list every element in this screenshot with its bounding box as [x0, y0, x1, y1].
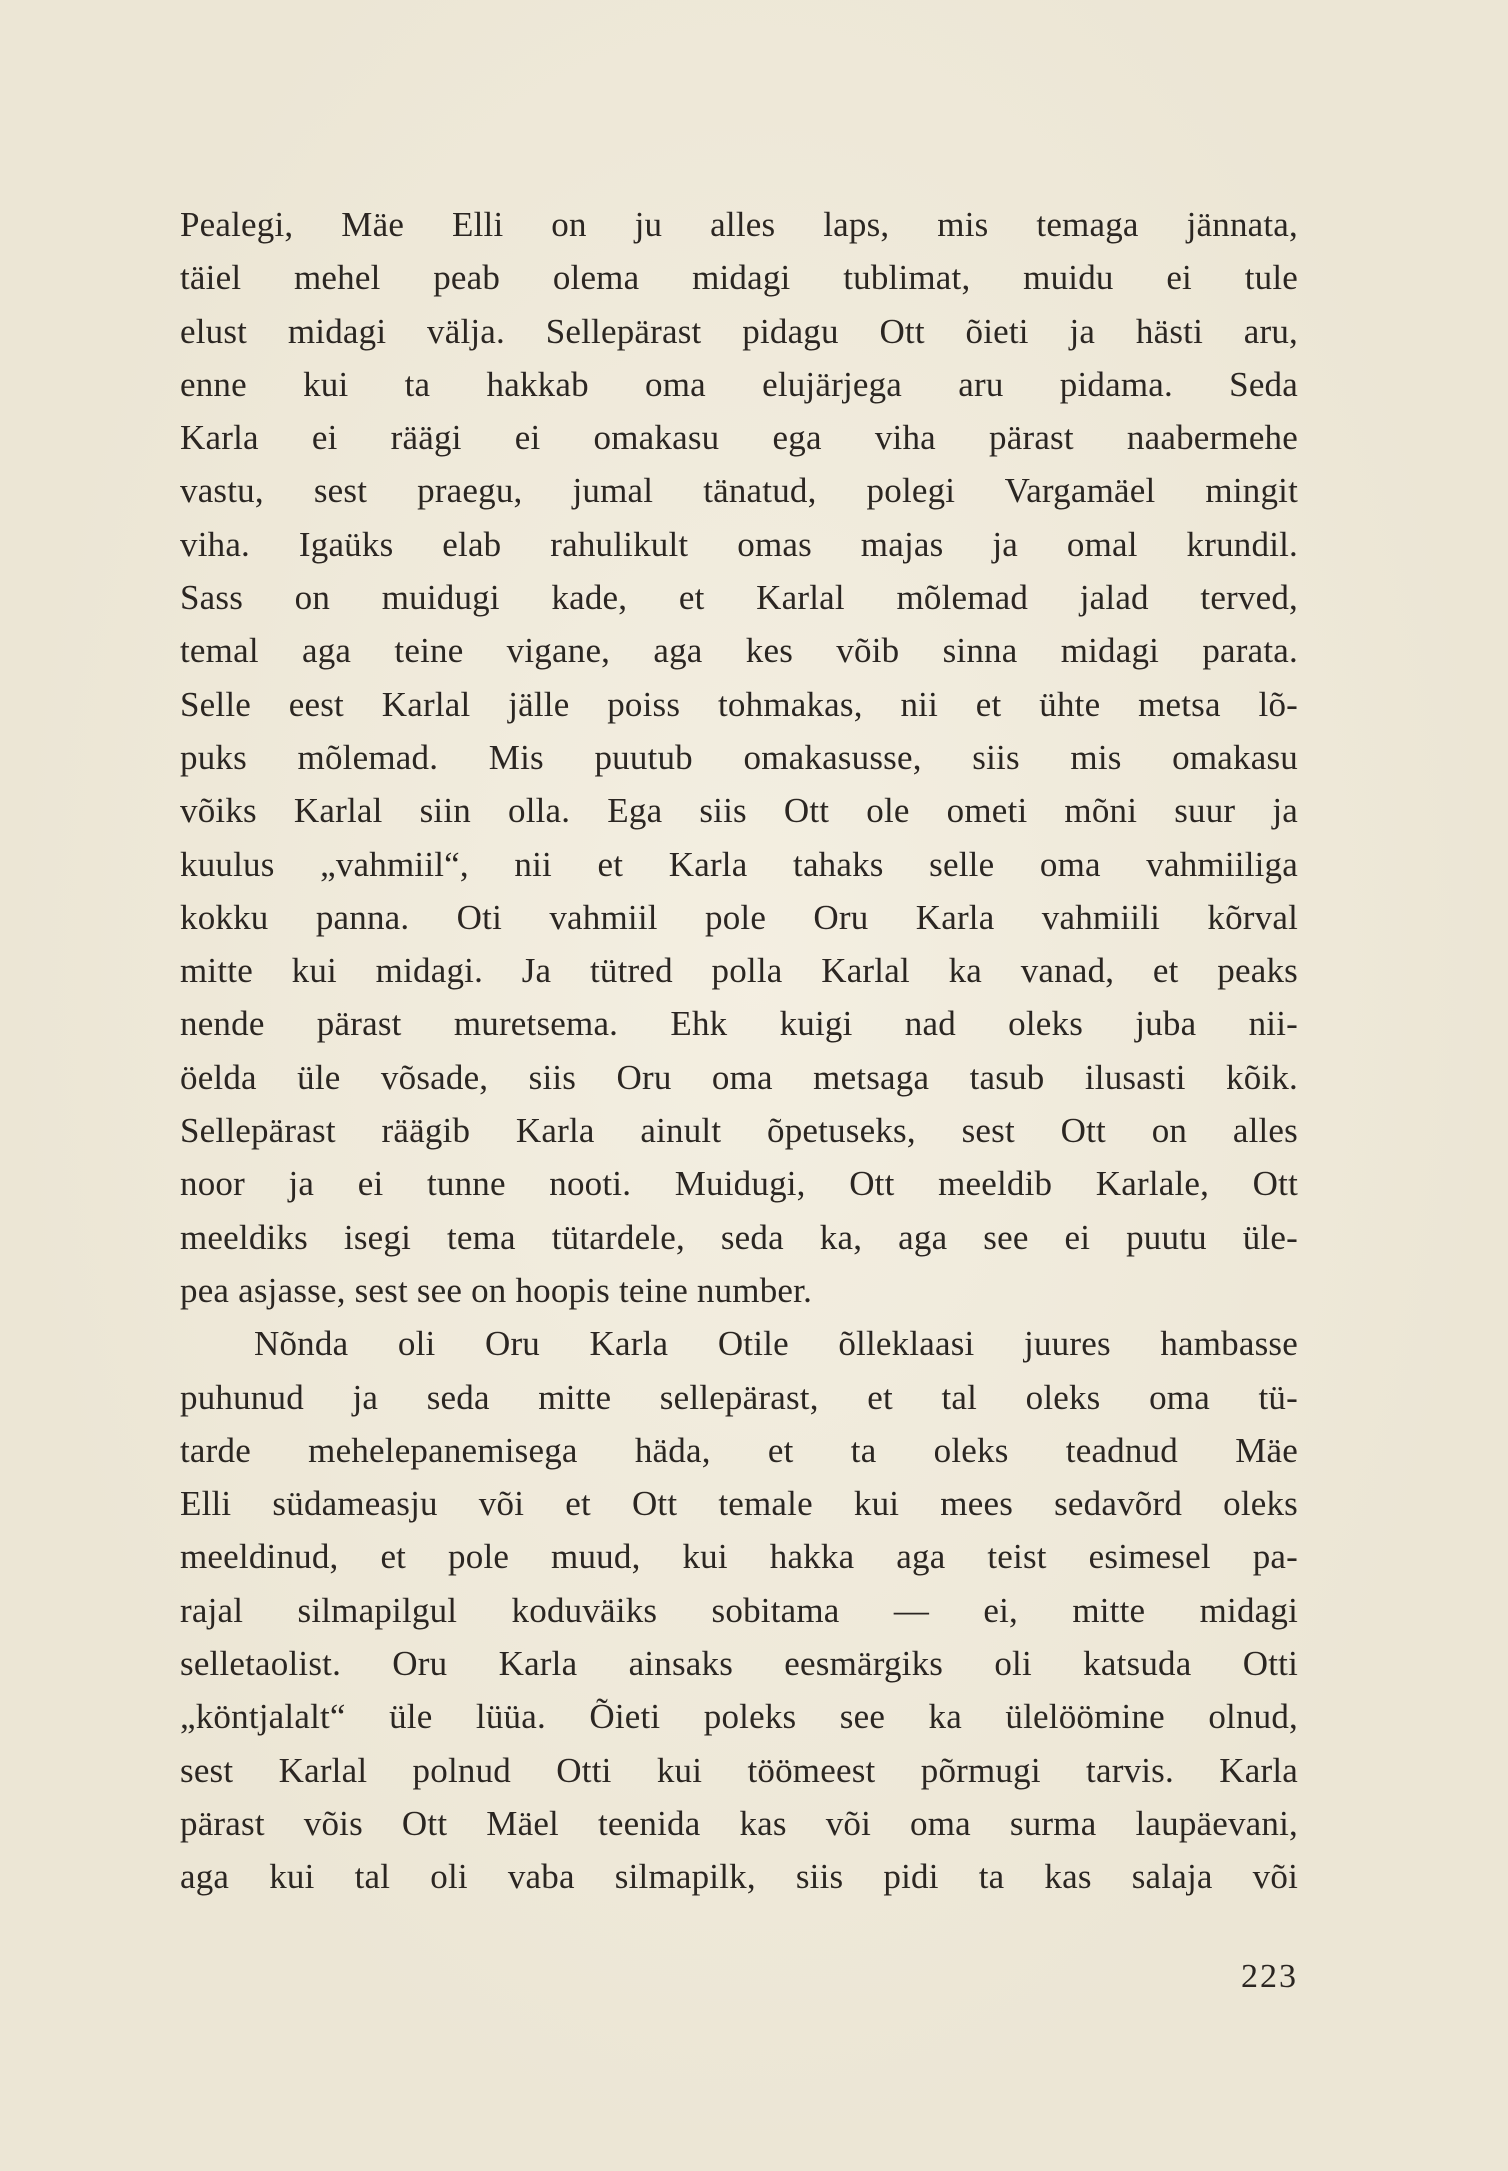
text-line: Sellepärast räägib Karla ainult õpetuseks, sest Ott on alles	[180, 1111, 1298, 1151]
text-line: Sass on muidugi kade, et Karlal mõlemad jalad terved,	[180, 578, 1298, 618]
text-line: tarde mehelepanemisega häda, et ta oleks teadnud Mäe	[180, 1430, 1298, 1470]
text-line: nende pärast muretsema. Ehk kuigi nad oleks juba nii-	[180, 1004, 1298, 1044]
text-line: aga kui tal oli vaba silmapilk, siis pidi ta kas salaja või	[180, 1857, 1298, 1897]
text-line: Elli südameasju või et Ott temale kui mees sedavõrd oleks	[180, 1484, 1298, 1524]
text-line: öelda üle võsade, siis Oru oma metsaga tasub ilusasti kõik.	[180, 1057, 1298, 1097]
text-line: pärast võis Ott Mäel teenida kas või oma surma laupäevani,	[180, 1803, 1298, 1843]
page-number: 223	[1241, 1958, 1298, 1995]
text-line: võiks Karlal siin olla. Ega siis Ott ole ometi mõni suur ja	[180, 791, 1298, 831]
text-line: elust midagi välja. Sellepärast pidagu Ott õieti ja hästi aru,	[180, 311, 1298, 351]
text-line: Pealegi, Mäe Elli on ju alles laps, mis temaga jännata,	[180, 205, 1298, 244]
body-text	[180, 198, 1298, 1904]
text-line: mitte kui midagi. Ja tütred polla Karlal ka vanad, et peaks	[180, 951, 1298, 991]
text-line: puks mõlemad. Mis puutub omakasusse, siis mis omakasu	[180, 737, 1298, 777]
text-line: kokku panna. Oti vahmiil pole Oru Karla vahmiili kõrval	[180, 897, 1298, 937]
text-line: temal aga teine vigane, aga kes võib sinna midagi parata.	[180, 631, 1298, 671]
text-line: „köntjalalt“ üle lüüa. Õieti poleks see ka ülelöömine olnud,	[180, 1697, 1298, 1737]
text-line: Nõnda oli Oru Karla Otile õlleklaasi juures hambasse	[254, 1324, 1298, 1364]
text-line: selletaolist. Oru Karla ainsaks eesmärgiks oli katsuda Otti	[180, 1644, 1298, 1684]
text-line: kuulus „vahmiil“, nii et Karla tahaks selle oma vahmiiliga	[180, 844, 1298, 884]
text-line: enne kui ta hakkab oma elujärjega aru pidama. Seda	[180, 364, 1298, 404]
text-line: pea asjasse, sest see on hoopis teine number.	[180, 1270, 813, 1310]
text-line: rajal silmapilgul koduväiks sobitama — ei, mitte midagi	[180, 1590, 1298, 1630]
text-line: sest Karlal polnud Otti kui töömeest põrmugi tarvis. Karla	[180, 1750, 1298, 1790]
text-line: Karla ei räägi ei omakasu ega viha pärast naabermehe	[180, 418, 1298, 458]
text-line: Selle eest Karlal jälle poiss tohmakas, nii et ühte metsa lõ-	[180, 684, 1298, 724]
text-line: vastu, sest praegu, jumal tänatud, polegi Vargamäel mingit	[180, 471, 1298, 511]
text-line: täiel mehel peab olema midagi tublimat, muidu ei tule	[180, 258, 1298, 298]
text-line: puhunud ja seda mitte sellepärast, et tal oleks oma tü-	[180, 1377, 1298, 1417]
text-line: noor ja ei tunne nooti. Muidugi, Ott meeldib Karlale, Ott	[180, 1164, 1298, 1204]
text-line: meeldiks isegi tema tütardele, seda ka, aga see ei puutu üle-	[180, 1217, 1298, 1257]
text-line: meeldinud, et pole muud, kui hakka aga teist esimesel pa-	[180, 1537, 1298, 1577]
text-line: viha. Igaüks elab rahulikult omas majas ja omal krundil.	[180, 524, 1298, 564]
